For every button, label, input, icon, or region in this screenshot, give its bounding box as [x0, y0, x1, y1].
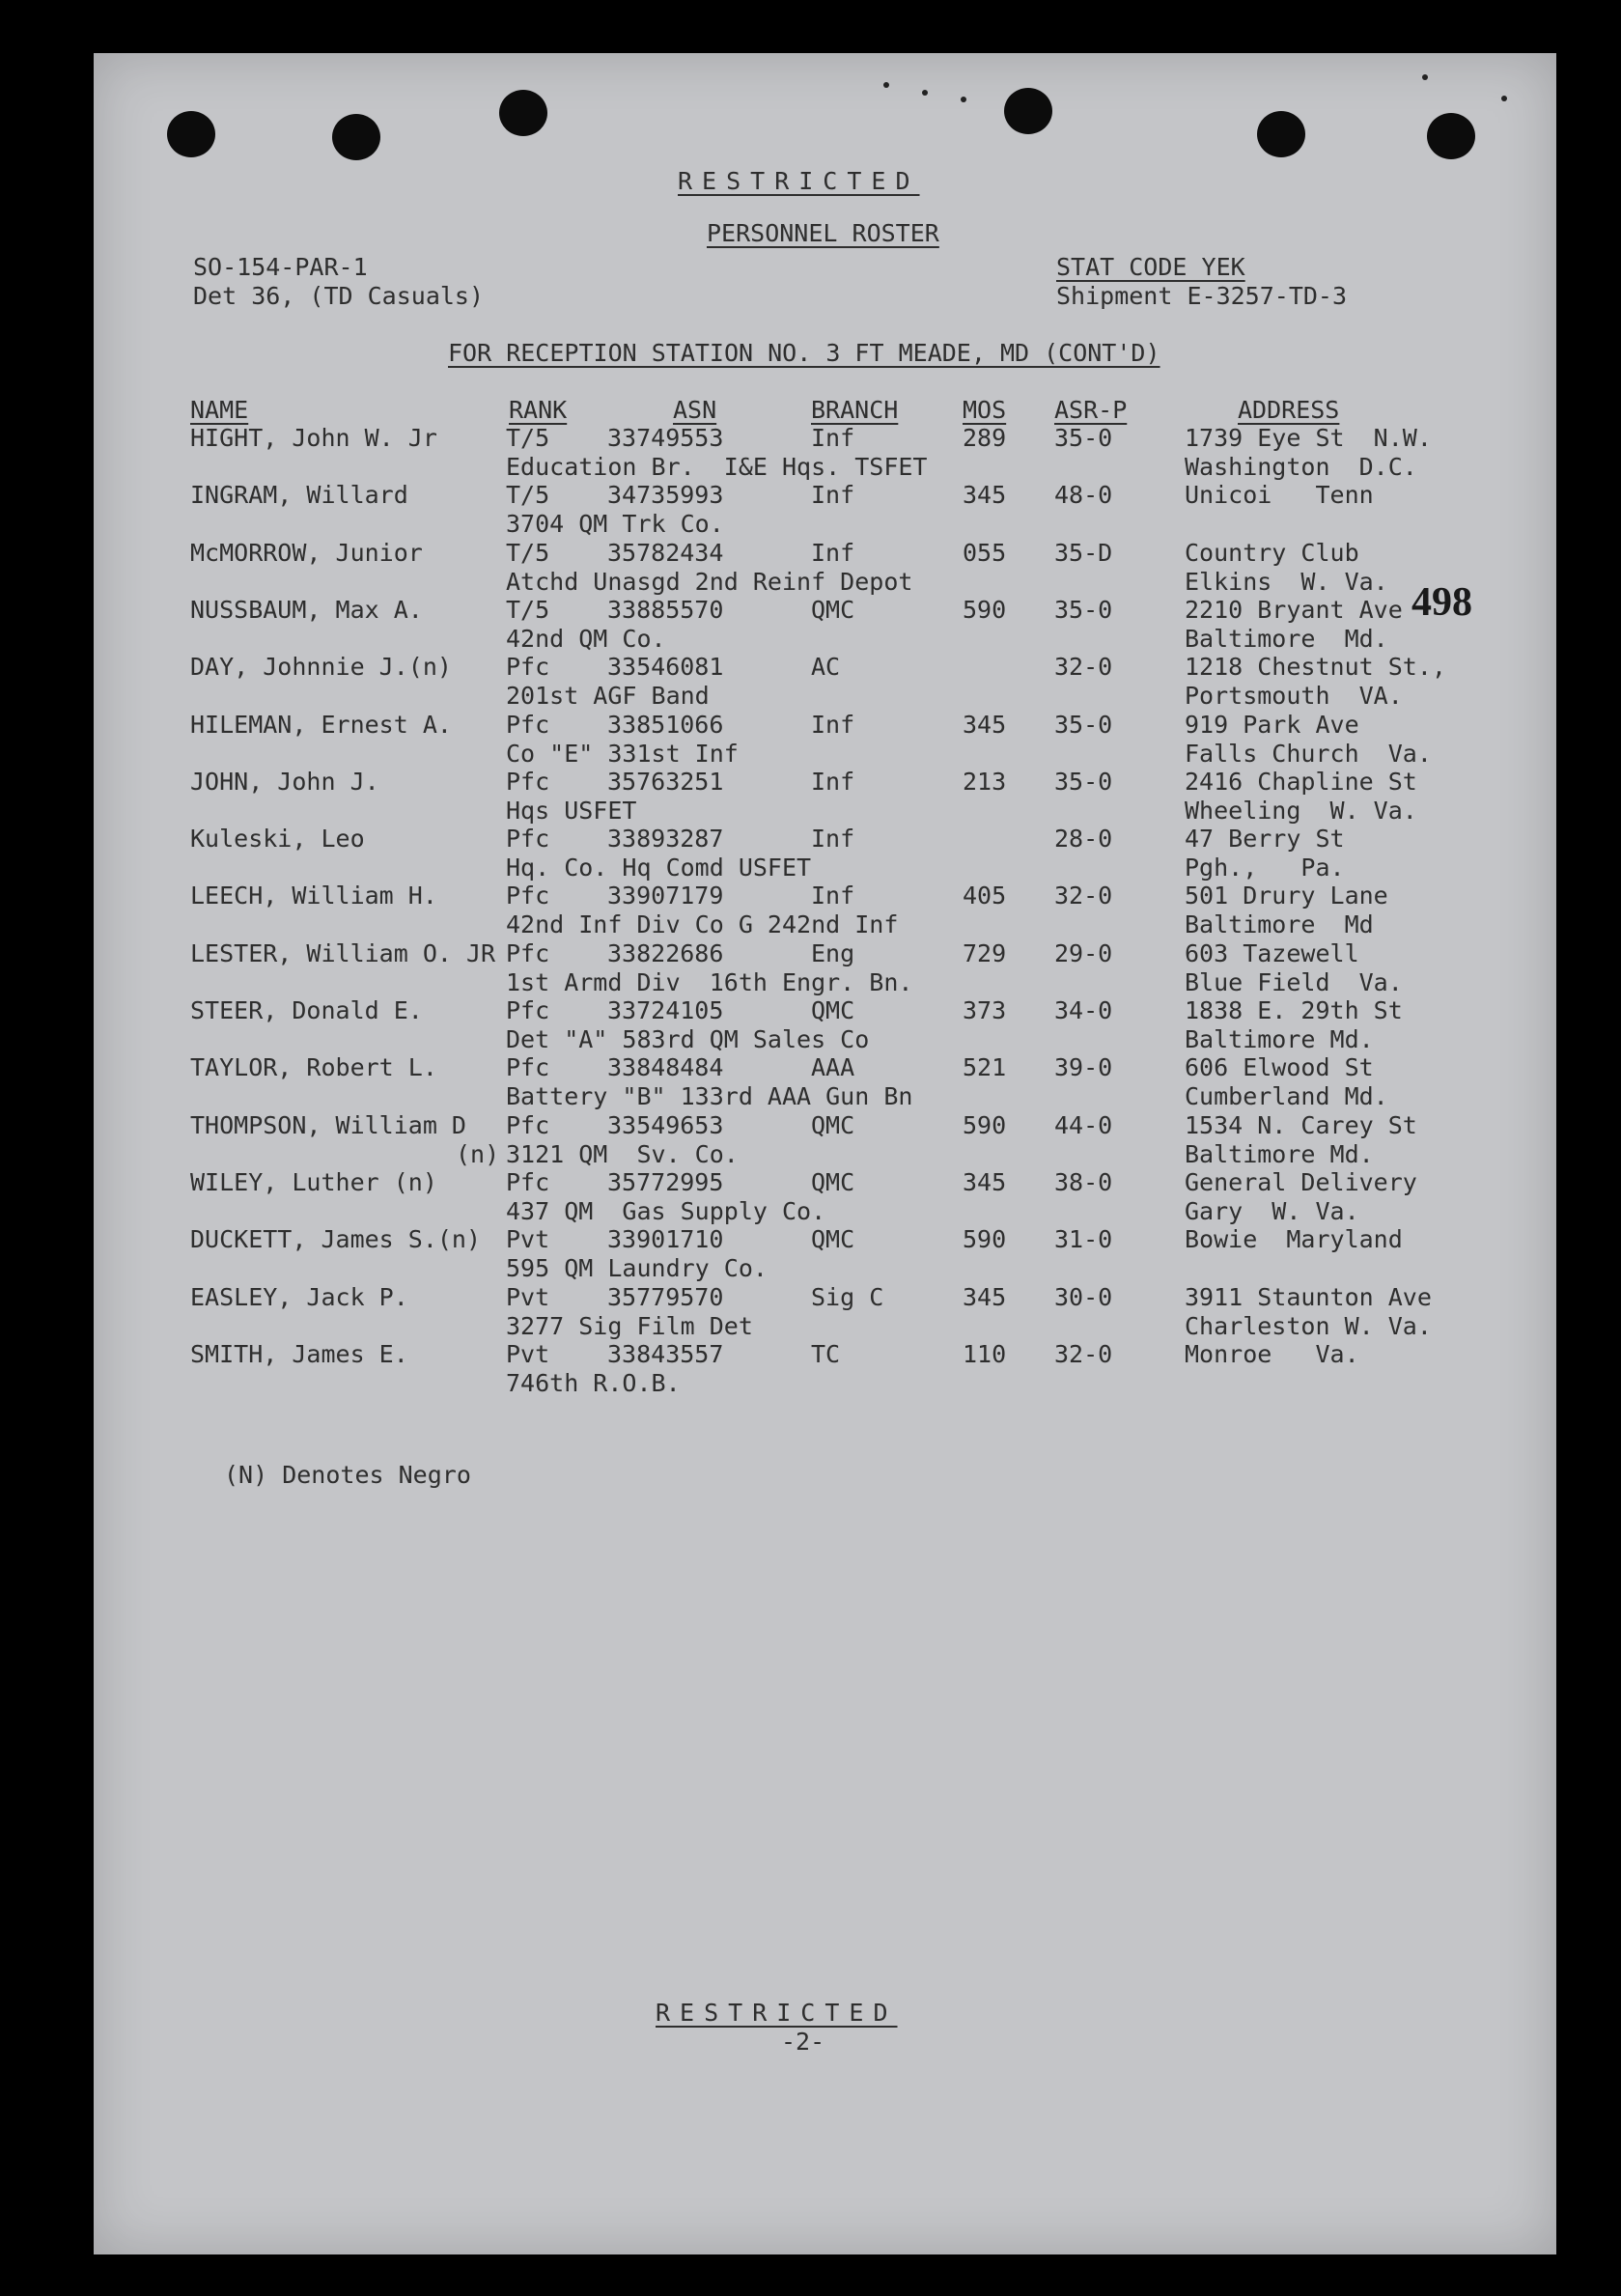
- roster-asn: 35782434: [607, 539, 724, 567]
- roster-unit: Hqs USFET: [506, 797, 637, 825]
- roster-rank: Pfc: [506, 711, 550, 739]
- roster-asr: 35-D: [1054, 539, 1113, 567]
- paper-speck: [883, 82, 889, 88]
- roster-address-line1: 606 Elwood St: [1185, 1053, 1374, 1081]
- roster-address-line1: 1534 N. Carey St: [1185, 1111, 1417, 1139]
- column-header-address: ADDRESS: [1238, 396, 1340, 424]
- roster-rank: Pfc: [506, 768, 550, 796]
- roster-title: PERSONNEL ROSTER: [707, 219, 939, 247]
- column-header-asr: ASR-P: [1054, 396, 1128, 424]
- roster-mos: 345: [963, 1283, 1007, 1311]
- roster-address-line2: Cumberland Md.: [1185, 1082, 1388, 1110]
- roster-asn: 33822686: [607, 939, 724, 967]
- roster-rank: Pfc: [506, 1111, 550, 1139]
- roster-asr: 32-0: [1054, 1340, 1113, 1368]
- roster-address-line2: Baltimore Md.: [1185, 1025, 1374, 1053]
- roster-mos: 213: [963, 768, 1007, 796]
- punch-hole: [499, 90, 547, 136]
- roster-branch: Inf: [811, 768, 855, 796]
- roster-asn: 33724105: [607, 996, 724, 1024]
- roster-rank: Pfc: [506, 1053, 550, 1081]
- punch-hole: [332, 114, 380, 160]
- roster-rank: Pfc: [506, 1168, 550, 1196]
- roster-address-line1: 501 Drury Lane: [1185, 882, 1388, 910]
- roster-address-line1: General Delivery: [1185, 1168, 1417, 1196]
- roster-name: INGRAM, Willard: [190, 481, 408, 509]
- roster-branch: Sig C: [811, 1283, 884, 1311]
- roster-asr: 48-0: [1054, 481, 1113, 509]
- roster-mos: 055: [963, 539, 1007, 567]
- shipment-number: Shipment E-3257-TD-3: [1056, 282, 1348, 310]
- roster-rank: T/5: [506, 539, 550, 567]
- roster-unit: 3704 QM Trk Co.: [506, 510, 724, 538]
- punch-hole: [1004, 88, 1052, 134]
- roster-rank: Pvt: [506, 1340, 550, 1368]
- roster-asr: 32-0: [1054, 882, 1113, 910]
- roster-branch: AC: [811, 653, 841, 681]
- roster-rank: Pfc: [506, 882, 550, 910]
- roster-address-line2: Charleston W. Va.: [1185, 1312, 1432, 1340]
- roster-asn: 33907179: [607, 882, 724, 910]
- roster-mos: 373: [963, 996, 1007, 1024]
- stat-code: STAT CODE YEK: [1056, 253, 1245, 281]
- column-header-asn: ASN: [673, 396, 717, 424]
- roster-asr: 44-0: [1054, 1111, 1113, 1139]
- roster-asr: 30-0: [1054, 1283, 1113, 1311]
- roster-asn: 34735993: [607, 481, 724, 509]
- roster-address-line1: 2210 Bryant Ave: [1185, 596, 1403, 624]
- roster-asr: 38-0: [1054, 1168, 1113, 1196]
- roster-unit: 595 QM Laundry Co.: [506, 1254, 768, 1282]
- roster-unit: 3277 Sig Film Det: [506, 1312, 753, 1340]
- page-stamp-number: 498: [1411, 580, 1472, 625]
- roster-mos: 345: [963, 481, 1007, 509]
- roster-unit: Battery "B" 133rd AAA Gun Bn: [506, 1082, 913, 1110]
- roster-asn: 33885570: [607, 596, 724, 624]
- roster-branch: QMC: [811, 1111, 855, 1139]
- roster-branch: QMC: [811, 596, 855, 624]
- roster-address-line2: Baltimore Md.: [1185, 625, 1388, 653]
- roster-branch: QMC: [811, 1225, 855, 1253]
- roster-asr: 39-0: [1054, 1053, 1113, 1081]
- order-reference: SO-154-PAR-1: [193, 253, 368, 281]
- roster-asr: 34-0: [1054, 996, 1113, 1024]
- column-header-rank: RANK: [509, 396, 568, 424]
- column-header-branch: BRANCH: [811, 396, 899, 424]
- roster-branch: Inf: [811, 825, 855, 853]
- roster-rank: T/5: [506, 424, 550, 452]
- roster-asn: 35772995: [607, 1168, 724, 1196]
- roster-branch: Inf: [811, 882, 855, 910]
- roster-unit: 437 QM Gas Supply Co.: [506, 1197, 826, 1225]
- roster-address-line1: 1218 Chestnut St.,: [1185, 653, 1446, 681]
- roster-rank: Pfc: [506, 653, 550, 681]
- roster-rank: T/5: [506, 481, 550, 509]
- roster-asn: 33901710: [607, 1225, 724, 1253]
- roster-asr: 31-0: [1054, 1225, 1113, 1253]
- roster-asn: 33549653: [607, 1111, 724, 1139]
- roster-name: LEECH, William H.: [190, 882, 437, 910]
- roster-mos: 590: [963, 596, 1007, 624]
- roster-asr: 35-0: [1054, 711, 1113, 739]
- roster-asr: 35-0: [1054, 596, 1113, 624]
- roster-address-line1: Bowie Maryland: [1185, 1225, 1403, 1253]
- roster-address-line1: 1838 E. 29th St: [1185, 996, 1403, 1024]
- roster-unit: Atchd Unasgd 2nd Reinf Depot: [506, 568, 913, 596]
- roster-rank: T/5: [506, 596, 550, 624]
- roster-rank: Pvt: [506, 1283, 550, 1311]
- roster-branch: Inf: [811, 424, 855, 452]
- roster-name: DUCKETT, James S.(n): [190, 1225, 482, 1253]
- roster-branch: QMC: [811, 1168, 855, 1196]
- roster-name: LESTER, William O. JR: [190, 939, 496, 967]
- roster-unit: 746th R.O.B.: [506, 1369, 681, 1397]
- roster-name: THOMPSON, William D: [190, 1111, 466, 1139]
- roster-rank: Pfc: [506, 996, 550, 1024]
- roster-mos: 521: [963, 1053, 1007, 1081]
- classification-footer: RESTRICTED: [656, 1999, 898, 2027]
- roster-asn: 33848484: [607, 1053, 724, 1081]
- roster-name: Kuleski, Leo: [190, 825, 365, 853]
- classification-header: RESTRICTED: [678, 167, 920, 195]
- punch-hole: [1427, 113, 1475, 159]
- punch-hole: [167, 111, 215, 157]
- roster-branch: Inf: [811, 481, 855, 509]
- roster-mos: 345: [963, 1168, 1007, 1196]
- roster-address-line1: Country Club: [1185, 539, 1359, 567]
- roster-mos: 110: [963, 1340, 1007, 1368]
- paper-speck: [1422, 74, 1428, 80]
- roster-address-line2: Portsmouth VA.: [1185, 682, 1403, 710]
- roster-address-line2: Baltimore Md.: [1185, 1140, 1374, 1168]
- roster-address-line2: Washington D.C.: [1185, 453, 1417, 481]
- destination-line: FOR RECEPTION STATION NO. 3 FT MEADE, MD (CONT'D): [448, 339, 1160, 367]
- roster-mos: 289: [963, 424, 1007, 452]
- roster-branch: AAA: [811, 1053, 855, 1081]
- roster-mos: 729: [963, 939, 1007, 967]
- roster-asr: 35-0: [1054, 424, 1113, 452]
- page-number: -2-: [781, 2028, 825, 2056]
- roster-address-line2: Baltimore Md: [1185, 910, 1374, 938]
- roster-unit: 3121 QM Sv. Co.: [506, 1140, 739, 1168]
- roster-address-line1: 603 Tazewell: [1185, 939, 1359, 967]
- roster-address-line2: Elkins W. Va.: [1185, 568, 1388, 596]
- punch-hole: [1257, 111, 1305, 157]
- roster-asr: 32-0: [1054, 653, 1113, 681]
- roster-name: EASLEY, Jack P.: [190, 1283, 408, 1311]
- roster-asn: 33843557: [607, 1340, 724, 1368]
- roster-address-line1: Unicoi Tenn: [1185, 481, 1374, 509]
- roster-address-line1: 919 Park Ave: [1185, 711, 1359, 739]
- roster-branch: Inf: [811, 711, 855, 739]
- roster-name: NUSSBAUM, Max A.: [190, 596, 423, 624]
- roster-rank: Pfc: [506, 939, 550, 967]
- roster-mos: 405: [963, 882, 1007, 910]
- roster-unit: 42nd QM Co.: [506, 625, 666, 653]
- document-page: [94, 53, 1556, 2254]
- roster-name-suffix: (n): [456, 1140, 500, 1168]
- roster-unit: Det "A" 583rd QM Sales Co: [506, 1025, 870, 1053]
- roster-address-line1: 2416 Chapline St: [1185, 768, 1417, 796]
- roster-address-line2: Wheeling W. Va.: [1185, 797, 1417, 825]
- roster-address-line2: Pgh., Pa.: [1185, 854, 1345, 882]
- roster-address-line1: Monroe Va.: [1185, 1340, 1359, 1368]
- roster-address-line2: Falls Church Va.: [1185, 740, 1432, 768]
- roster-address-line1: 47 Berry St: [1185, 825, 1345, 853]
- paper-speck: [961, 97, 966, 102]
- roster-branch: Inf: [811, 539, 855, 567]
- roster-name: WILEY, Luther (n): [190, 1168, 437, 1196]
- roster-name: HILEMAN, Ernest A.: [190, 711, 452, 739]
- roster-name: McMORROW, Junior: [190, 539, 423, 567]
- roster-asr: 28-0: [1054, 825, 1113, 853]
- roster-unit: 42nd Inf Div Co G 242nd Inf: [506, 910, 899, 938]
- roster-mos: 590: [963, 1111, 1007, 1139]
- roster-mos: 345: [963, 711, 1007, 739]
- footnote: (N) Denotes Negro: [224, 1461, 471, 1489]
- roster-name: TAYLOR, Robert L.: [190, 1053, 437, 1081]
- roster-asn: 35779570: [607, 1283, 724, 1311]
- roster-asn: 33851066: [607, 711, 724, 739]
- roster-name: SMITH, James E.: [190, 1340, 408, 1368]
- roster-name: STEER, Donald E.: [190, 996, 423, 1024]
- roster-asn: 33893287: [607, 825, 724, 853]
- roster-address-line1: 3911 Staunton Ave: [1185, 1283, 1432, 1311]
- roster-rank: Pvt: [506, 1225, 550, 1253]
- roster-branch: QMC: [811, 996, 855, 1024]
- roster-asr: 29-0: [1054, 939, 1113, 967]
- paper-speck: [922, 90, 928, 96]
- roster-asn: 33546081: [607, 653, 724, 681]
- roster-unit: 1st Armd Div 16th Engr. Bn.: [506, 968, 913, 996]
- column-header-mos: MOS: [963, 396, 1007, 424]
- roster-name: DAY, Johnnie J.(n): [190, 653, 452, 681]
- roster-asr: 35-0: [1054, 768, 1113, 796]
- roster-name: HIGHT, John W. Jr: [190, 424, 437, 452]
- roster-address-line2: Gary W. Va.: [1185, 1197, 1359, 1225]
- roster-asn: 33749553: [607, 424, 724, 452]
- roster-unit: Education Br. I&E Hqs. TSFET: [506, 453, 928, 481]
- roster-unit: 201st AGF Band: [506, 682, 710, 710]
- roster-branch: Eng: [811, 939, 855, 967]
- roster-mos: 590: [963, 1225, 1007, 1253]
- detachment: Det 36, (TD Casuals): [193, 282, 485, 310]
- roster-asn: 35763251: [607, 768, 724, 796]
- column-header-name: NAME: [190, 396, 249, 424]
- roster-branch: TC: [811, 1340, 841, 1368]
- paper-speck: [1501, 96, 1507, 101]
- roster-unit: Co "E" 331st Inf: [506, 740, 739, 768]
- roster-address-line1: 1739 Eye St N.W.: [1185, 424, 1432, 452]
- roster-address-line2: Blue Field Va.: [1185, 968, 1403, 996]
- roster-rank: Pfc: [506, 825, 550, 853]
- roster-name: JOHN, John J.: [190, 768, 379, 796]
- roster-unit: Hq. Co. Hq Comd USFET: [506, 854, 812, 882]
